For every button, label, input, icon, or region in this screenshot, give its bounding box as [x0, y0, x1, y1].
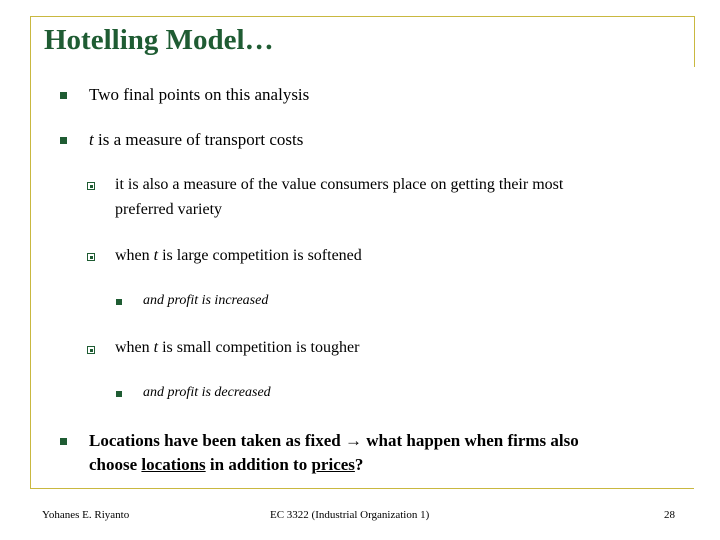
text: choose: [89, 455, 142, 474]
footer-author: Yohanes E. Riyanto: [42, 509, 130, 521]
underlined-locations: locations: [141, 455, 206, 474]
text: when: [115, 247, 154, 264]
square-bullet-icon: [116, 391, 122, 397]
variable-t: t: [153, 339, 159, 356]
text: in addition to: [205, 455, 312, 474]
sub-bullet-value-line1: it is also a measure of the value consumers place on getting their most: [115, 176, 564, 193]
bullet-transport-costs: [89, 130, 303, 150]
text: is large competition is softened: [158, 247, 362, 264]
slide-title: Hotelling Model…: [44, 24, 274, 56]
text: ?: [354, 455, 364, 474]
footer-page-number: 28: [664, 509, 675, 521]
sub-bullet-value-line2: preferred variety: [115, 201, 223, 218]
hollow-square-bullet-icon: [87, 182, 95, 190]
square-bullet-icon: [60, 92, 67, 99]
underlined-prices: prices: [311, 455, 355, 474]
arrow-right-icon: →: [344, 431, 362, 450]
sub-bullet-t-large: [115, 247, 362, 265]
bullet-two-final-points: Two final points on this analysis: [89, 85, 310, 104]
bullet-text: is a measure of transport costs: [93, 130, 304, 149]
bullet-locations-line2: [89, 455, 363, 475]
hollow-square-bullet-icon: [87, 346, 95, 354]
hollow-square-bullet-icon: [87, 253, 95, 261]
slide-frame-left: [30, 16, 31, 488]
bullet-locations-line1: [89, 431, 579, 451]
text: Locations have been taken as fixed: [89, 431, 345, 450]
sub-sub-bullet-profit-increased: and profit is increased: [143, 293, 269, 308]
square-bullet-icon: [60, 137, 67, 144]
square-bullet-icon: [116, 299, 122, 305]
text: is small competition is tougher: [158, 339, 360, 356]
text: when: [115, 339, 154, 356]
footer-course: EC 3322 (Industrial Organization 1): [270, 509, 430, 521]
sub-sub-bullet-profit-decreased: and profit is decreased: [143, 385, 271, 400]
text: what happen when firms also: [361, 431, 579, 450]
slide-frame-bottom: [30, 488, 694, 489]
variable-t: t: [89, 130, 94, 149]
variable-t: t: [153, 247, 159, 264]
square-bullet-icon: [60, 438, 67, 445]
sub-bullet-t-small: [115, 339, 359, 357]
